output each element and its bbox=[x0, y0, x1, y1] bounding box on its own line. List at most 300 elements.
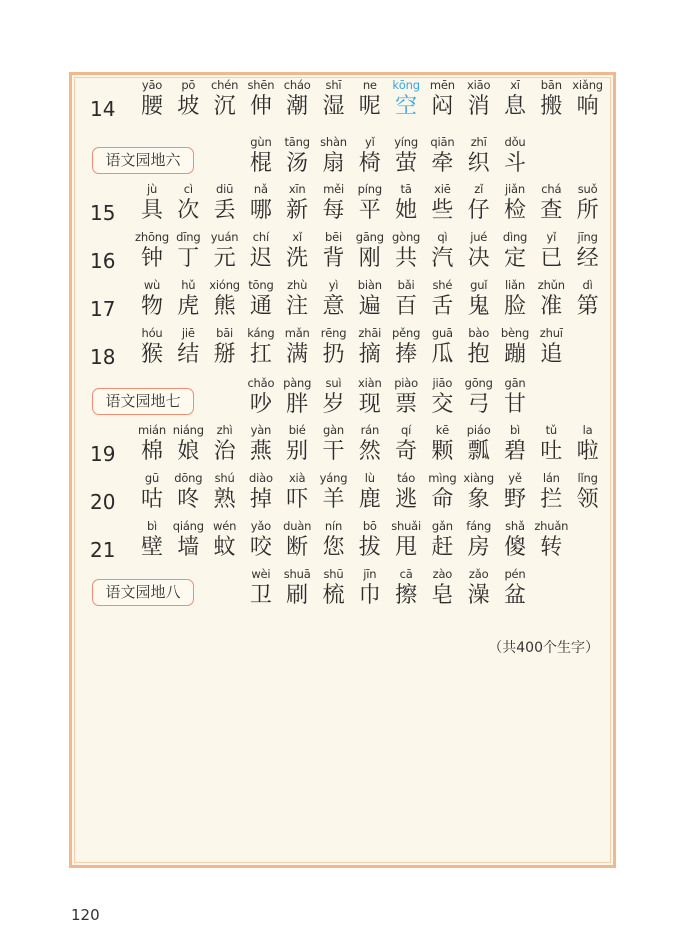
pinyin: zhǔn bbox=[537, 278, 565, 292]
hanzi: 汤 bbox=[286, 151, 309, 176]
hanzi: 领 bbox=[576, 487, 599, 512]
pinyin: zǎo bbox=[468, 567, 489, 581]
hanzi: 所 bbox=[576, 198, 599, 223]
pinyin: zhī bbox=[470, 135, 487, 149]
pinyin: niáng bbox=[172, 423, 204, 437]
pinyin: zhuī bbox=[539, 326, 563, 340]
pinyin: rán bbox=[360, 423, 380, 437]
character-cell bbox=[279, 567, 315, 610]
hanzi: 鬼 bbox=[467, 294, 490, 319]
hanzi: 消 bbox=[467, 94, 490, 119]
pinyin: gǎn bbox=[431, 519, 453, 533]
pinyin: nín bbox=[324, 519, 343, 533]
hanzi: 满 bbox=[286, 342, 309, 367]
hanzi: 斗 bbox=[503, 151, 526, 176]
character-cell bbox=[352, 471, 388, 514]
character-cell bbox=[207, 423, 243, 466]
hanzi: 萤 bbox=[395, 151, 418, 176]
character-cell bbox=[533, 230, 569, 273]
hanzi: 些 bbox=[431, 198, 454, 223]
hanzi: 捧 bbox=[395, 342, 418, 367]
character-cell bbox=[279, 78, 315, 121]
hanzi: 呢 bbox=[358, 94, 381, 119]
hanzi: 颗 bbox=[431, 439, 454, 464]
pinyin: gōng bbox=[464, 376, 493, 390]
character-cell bbox=[134, 471, 170, 514]
hanzi: 燕 bbox=[249, 439, 272, 464]
character-cell bbox=[533, 78, 569, 121]
character-cell bbox=[279, 230, 315, 273]
pinyin: dīng bbox=[176, 230, 201, 244]
character-cell bbox=[134, 78, 170, 121]
pinyin: guā bbox=[431, 326, 453, 340]
page-number: 120 bbox=[71, 906, 100, 924]
character-cell bbox=[570, 278, 606, 321]
pinyin: zhù bbox=[287, 278, 308, 292]
character-cell bbox=[134, 182, 170, 225]
hanzi: 虎 bbox=[177, 294, 200, 319]
character-cell bbox=[461, 230, 497, 273]
pinyin: jīng bbox=[577, 230, 598, 244]
pinyin: piào bbox=[394, 376, 418, 390]
lesson-number: 15 bbox=[90, 201, 116, 225]
character-cell bbox=[533, 326, 569, 369]
hanzi: 棍 bbox=[249, 151, 272, 176]
hanzi: 扛 bbox=[249, 342, 272, 367]
character-cell bbox=[497, 135, 533, 178]
character-cell bbox=[243, 182, 279, 225]
hanzi: 鹿 bbox=[358, 487, 381, 512]
character-cell bbox=[170, 78, 206, 121]
lesson-number: 16 bbox=[90, 249, 116, 273]
character-cell bbox=[243, 519, 279, 562]
pinyin: xióng bbox=[209, 278, 240, 292]
character-cell bbox=[279, 471, 315, 514]
pinyin: měi bbox=[323, 182, 344, 196]
character-cell bbox=[461, 376, 497, 419]
pinyin: dǒu bbox=[504, 135, 526, 149]
character-cell bbox=[170, 278, 206, 321]
pinyin: gàn bbox=[322, 423, 345, 437]
character-cell bbox=[388, 376, 424, 419]
hanzi: 您 bbox=[322, 535, 345, 560]
character-cell bbox=[279, 278, 315, 321]
pinyin: bāi bbox=[216, 326, 234, 340]
pinyin: shū bbox=[323, 567, 344, 581]
hanzi: 经 bbox=[576, 246, 599, 271]
hanzi: 查 bbox=[540, 198, 563, 223]
pinyin: zhōng bbox=[135, 230, 169, 244]
hanzi: 新 bbox=[286, 198, 309, 223]
pinyin: xiē bbox=[434, 182, 451, 196]
pinyin: yāo bbox=[141, 78, 163, 92]
pinyin: dì bbox=[582, 278, 593, 292]
character-cell bbox=[461, 567, 497, 610]
character-cell bbox=[424, 376, 460, 419]
character-cell bbox=[170, 519, 206, 562]
character-cell bbox=[207, 471, 243, 514]
character-cell bbox=[570, 230, 606, 273]
character-cell bbox=[352, 78, 388, 121]
pinyin: zǐ bbox=[474, 182, 484, 196]
pinyin: gòng bbox=[392, 230, 421, 244]
character-cell bbox=[352, 135, 388, 178]
hanzi: 票 bbox=[395, 392, 418, 417]
character-table-frame bbox=[69, 72, 616, 868]
character-cell bbox=[316, 376, 352, 419]
character-cell bbox=[279, 326, 315, 369]
hanzi: 具 bbox=[140, 198, 163, 223]
pinyin: yǎo bbox=[250, 519, 272, 533]
character-cell bbox=[424, 326, 460, 369]
pinyin: tǔ bbox=[545, 423, 557, 437]
character-cell bbox=[316, 182, 352, 225]
character-cell bbox=[207, 278, 243, 321]
character-cell bbox=[424, 471, 460, 514]
hanzi: 瓜 bbox=[431, 342, 454, 367]
hanzi: 迟 bbox=[249, 246, 272, 271]
pinyin: bǎi bbox=[397, 278, 415, 292]
pinyin: la bbox=[582, 423, 593, 437]
hanzi: 潮 bbox=[286, 94, 309, 119]
hanzi: 掰 bbox=[213, 342, 236, 367]
pinyin: kē bbox=[435, 423, 450, 437]
character-cell bbox=[134, 519, 170, 562]
hanzi: 瓢 bbox=[467, 439, 490, 464]
hanzi: 羊 bbox=[322, 487, 345, 512]
character-cell bbox=[170, 230, 206, 273]
hanzi: 物 bbox=[140, 294, 163, 319]
hanzi: 交 bbox=[431, 392, 454, 417]
hanzi: 现 bbox=[358, 392, 381, 417]
character-cell bbox=[170, 326, 206, 369]
character-cell bbox=[497, 376, 533, 419]
hanzi: 甩 bbox=[395, 535, 418, 560]
pinyin: bēi bbox=[325, 230, 342, 244]
hanzi: 吐 bbox=[540, 439, 563, 464]
hanzi: 她 bbox=[395, 198, 418, 223]
hanzi: 坡 bbox=[177, 94, 200, 119]
hanzi: 伸 bbox=[249, 94, 272, 119]
character-cell bbox=[570, 471, 606, 514]
hanzi: 壁 bbox=[140, 535, 163, 560]
character-cell bbox=[461, 519, 497, 562]
hanzi: 第 bbox=[576, 294, 599, 319]
pinyin: píng bbox=[357, 182, 382, 196]
lesson-row bbox=[72, 78, 619, 124]
lesson-row bbox=[72, 278, 619, 324]
pinyin: diào bbox=[249, 471, 273, 485]
pinyin: jiē bbox=[181, 326, 195, 340]
pinyin: ne bbox=[362, 78, 377, 92]
hanzi: 断 bbox=[286, 535, 309, 560]
pinyin: cháo bbox=[283, 78, 311, 92]
character-cell bbox=[461, 135, 497, 178]
character-cell bbox=[316, 78, 352, 121]
character-cell bbox=[533, 182, 569, 225]
pinyin: jīn bbox=[363, 567, 377, 581]
pinyin: lù bbox=[364, 471, 375, 485]
section-label: 语文园地六 bbox=[92, 147, 194, 174]
character-cell bbox=[352, 376, 388, 419]
hanzi: 棉 bbox=[140, 439, 163, 464]
pinyin: nǎ bbox=[253, 182, 268, 196]
hanzi: 擦 bbox=[395, 583, 418, 608]
hanzi: 弓 bbox=[467, 392, 490, 417]
lesson-number: 21 bbox=[90, 538, 116, 562]
character-cell bbox=[497, 471, 533, 514]
pinyin: mìng bbox=[428, 471, 457, 485]
character-cell bbox=[134, 423, 170, 466]
hanzi: 百 bbox=[395, 294, 418, 319]
pinyin: xiàng bbox=[463, 471, 494, 485]
character-cell bbox=[497, 326, 533, 369]
character-cell bbox=[170, 182, 206, 225]
character-cell bbox=[316, 567, 352, 610]
lesson-row bbox=[72, 326, 619, 372]
hanzi: 每 bbox=[322, 198, 345, 223]
hanzi: 定 bbox=[503, 246, 526, 271]
hanzi: 息 bbox=[503, 94, 526, 119]
character-cell bbox=[207, 519, 243, 562]
character-cell bbox=[388, 326, 424, 369]
lesson-number: 14 bbox=[90, 97, 116, 121]
character-cell bbox=[243, 471, 279, 514]
hanzi: 扇 bbox=[322, 151, 345, 176]
pinyin: xīn bbox=[288, 182, 306, 196]
pinyin: bān bbox=[540, 78, 562, 92]
pinyin: yì bbox=[328, 278, 339, 292]
pinyin: tōng bbox=[248, 278, 274, 292]
character-cell bbox=[461, 471, 497, 514]
character-cell bbox=[279, 519, 315, 562]
pinyin: shé bbox=[432, 278, 453, 292]
character-cell bbox=[497, 78, 533, 121]
character-cell bbox=[388, 423, 424, 466]
hanzi: 吵 bbox=[249, 392, 272, 417]
character-cell bbox=[424, 78, 460, 121]
hanzi: 决 bbox=[467, 246, 490, 271]
pinyin: pén bbox=[504, 567, 526, 581]
hanzi: 啦 bbox=[576, 439, 599, 464]
lesson-number: 20 bbox=[90, 490, 116, 514]
hanzi: 扔 bbox=[322, 342, 345, 367]
hanzi: 抱 bbox=[467, 342, 490, 367]
character-cell bbox=[316, 230, 352, 273]
hanzi: 拔 bbox=[358, 535, 381, 560]
hanzi: 丁 bbox=[177, 246, 200, 271]
hanzi: 澡 bbox=[467, 583, 490, 608]
pinyin: liǎn bbox=[505, 278, 525, 292]
hanzi: 赶 bbox=[431, 535, 454, 560]
character-cell bbox=[352, 182, 388, 225]
lesson-row bbox=[72, 471, 619, 517]
hanzi: 蚊 bbox=[213, 535, 236, 560]
pinyin: chá bbox=[541, 182, 562, 196]
character-cell bbox=[243, 78, 279, 121]
hanzi: 岁 bbox=[322, 392, 345, 417]
pinyin: chén bbox=[211, 78, 239, 92]
character-cell bbox=[424, 423, 460, 466]
character-cell bbox=[461, 423, 497, 466]
hanzi: 丢 bbox=[213, 198, 236, 223]
character-cell bbox=[533, 471, 569, 514]
character-cell bbox=[497, 423, 533, 466]
hanzi: 响 bbox=[576, 94, 599, 119]
pinyin: shī bbox=[325, 78, 342, 92]
pinyin: pō bbox=[181, 78, 196, 92]
character-cell bbox=[207, 182, 243, 225]
hanzi: 然 bbox=[358, 439, 381, 464]
pinyin: dìng bbox=[502, 230, 528, 244]
character-cell bbox=[243, 135, 279, 178]
character-cell bbox=[279, 135, 315, 178]
pinyin: lǐng bbox=[577, 471, 598, 485]
pinyin: bié bbox=[288, 423, 306, 437]
hanzi: 掉 bbox=[249, 487, 272, 512]
lesson-number: 18 bbox=[90, 345, 116, 369]
hanzi: 次 bbox=[177, 198, 200, 223]
hanzi: 湿 bbox=[322, 94, 345, 119]
hanzi: 盆 bbox=[503, 583, 526, 608]
character-cell bbox=[316, 326, 352, 369]
pinyin: gū bbox=[144, 471, 160, 485]
character-cell bbox=[497, 567, 533, 610]
character-cell bbox=[570, 78, 606, 121]
hanzi: 检 bbox=[503, 198, 526, 223]
hanzi: 闷 bbox=[431, 94, 454, 119]
lesson-number: 19 bbox=[90, 442, 116, 466]
hanzi: 搬 bbox=[540, 94, 563, 119]
character-cell bbox=[497, 278, 533, 321]
hanzi: 象 bbox=[467, 487, 490, 512]
hanzi: 转 bbox=[540, 535, 563, 560]
character-cell bbox=[316, 278, 352, 321]
character-cell bbox=[424, 230, 460, 273]
pinyin: mǎn bbox=[284, 326, 310, 340]
hanzi: 准 bbox=[540, 294, 563, 319]
pinyin: cā bbox=[399, 567, 413, 581]
pinyin: wén bbox=[213, 519, 237, 533]
character-cell bbox=[388, 278, 424, 321]
pinyin: xiāo bbox=[467, 78, 491, 92]
character-cell bbox=[461, 278, 497, 321]
pinyin: yǐ bbox=[364, 135, 375, 149]
hanzi: 哪 bbox=[249, 198, 272, 223]
character-cell bbox=[424, 135, 460, 178]
character-cell bbox=[243, 230, 279, 273]
pinyin: shàn bbox=[320, 135, 347, 149]
character-cell bbox=[134, 326, 170, 369]
hanzi: 傻 bbox=[503, 535, 526, 560]
character-cell bbox=[279, 182, 315, 225]
character-cell bbox=[352, 567, 388, 610]
lesson-row bbox=[72, 182, 619, 228]
character-cell bbox=[207, 78, 243, 121]
character-cell bbox=[316, 135, 352, 178]
pinyin: zào bbox=[432, 567, 453, 581]
hanzi: 意 bbox=[322, 294, 345, 319]
hanzi: 织 bbox=[467, 151, 490, 176]
character-cell bbox=[352, 326, 388, 369]
character-cell bbox=[207, 326, 243, 369]
hanzi: 空 bbox=[395, 94, 418, 119]
hanzi: 钟 bbox=[140, 246, 163, 271]
character-cell bbox=[388, 182, 424, 225]
character-cell bbox=[461, 78, 497, 121]
character-cell bbox=[243, 567, 279, 610]
character-cell bbox=[388, 135, 424, 178]
pinyin: yíng bbox=[394, 135, 418, 149]
character-cell bbox=[352, 230, 388, 273]
hanzi: 巾 bbox=[358, 583, 381, 608]
pinyin: qiān bbox=[430, 135, 455, 149]
hanzi: 娘 bbox=[177, 439, 200, 464]
hanzi: 熟 bbox=[213, 487, 236, 512]
character-cell bbox=[207, 230, 243, 273]
character-cell bbox=[352, 519, 388, 562]
character-cell bbox=[461, 326, 497, 369]
hanzi: 甘 bbox=[503, 392, 526, 417]
pinyin: shuā bbox=[283, 567, 311, 581]
pinyin: qì bbox=[437, 230, 448, 244]
hanzi: 洗 bbox=[286, 246, 309, 271]
hanzi: 摘 bbox=[358, 342, 381, 367]
character-cell bbox=[134, 230, 170, 273]
hanzi: 命 bbox=[431, 487, 454, 512]
hanzi: 碧 bbox=[503, 439, 526, 464]
character-cell bbox=[279, 376, 315, 419]
character-cell bbox=[279, 423, 315, 466]
character-cell bbox=[170, 423, 206, 466]
hanzi: 逃 bbox=[395, 487, 418, 512]
hanzi: 平 bbox=[358, 198, 381, 223]
pinyin: tā bbox=[400, 182, 412, 196]
pinyin: suǒ bbox=[577, 182, 598, 196]
pinyin: zhì bbox=[216, 423, 233, 437]
lesson-row bbox=[72, 230, 619, 276]
character-cell bbox=[388, 78, 424, 121]
hanzi: 牵 bbox=[431, 151, 454, 176]
character-cell bbox=[497, 182, 533, 225]
hanzi: 胖 bbox=[286, 392, 309, 417]
hanzi: 刷 bbox=[286, 583, 309, 608]
lesson-row bbox=[72, 423, 619, 469]
pinyin: zhāi bbox=[358, 326, 382, 340]
pinyin: mēn bbox=[429, 78, 455, 92]
character-cell bbox=[134, 278, 170, 321]
hanzi: 元 bbox=[213, 246, 236, 271]
hanzi: 通 bbox=[249, 294, 272, 319]
pinyin: wèi bbox=[251, 567, 271, 581]
pinyin: cì bbox=[183, 182, 193, 196]
hanzi: 共 bbox=[395, 246, 418, 271]
hanzi: 熊 bbox=[213, 294, 236, 319]
hanzi: 治 bbox=[213, 439, 236, 464]
pinyin: bèng bbox=[500, 326, 530, 340]
character-cell bbox=[388, 567, 424, 610]
hanzi: 别 bbox=[286, 439, 309, 464]
character-cell bbox=[316, 519, 352, 562]
hanzi: 腰 bbox=[140, 94, 163, 119]
pinyin: jù bbox=[146, 182, 158, 196]
hanzi: 拦 bbox=[540, 487, 563, 512]
pinyin: xǐ bbox=[292, 230, 302, 244]
pinyin: xià bbox=[288, 471, 306, 485]
hanzi: 刚 bbox=[358, 246, 381, 271]
pinyin: duàn bbox=[283, 519, 312, 533]
hanzi: 背 bbox=[322, 246, 345, 271]
